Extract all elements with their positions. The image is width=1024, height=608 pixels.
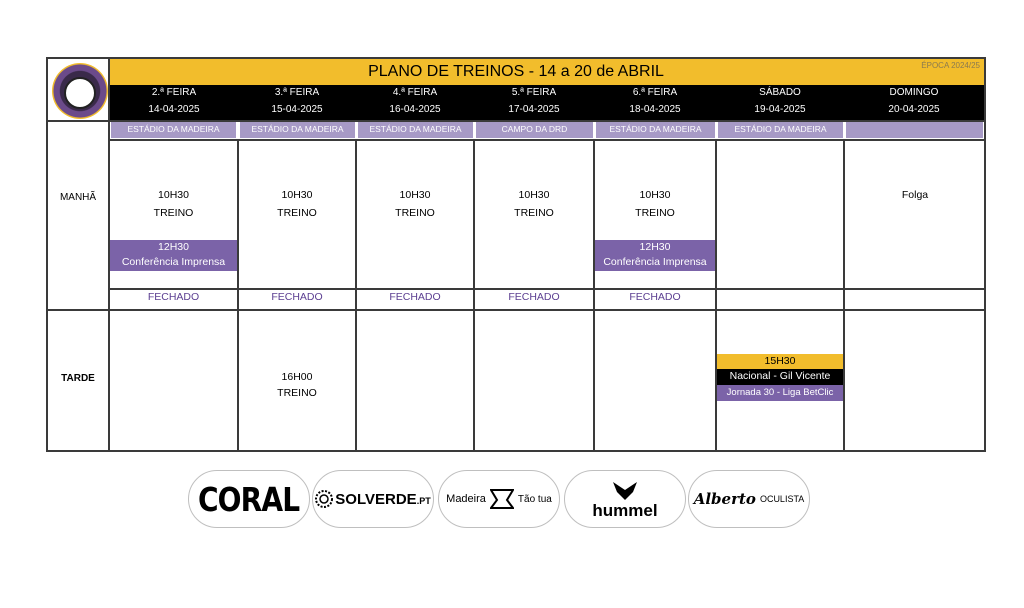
morning-activity-thu: TREINO xyxy=(514,207,554,219)
sponsor-coral[interactable] xyxy=(188,470,310,528)
grid-line-h-afternoon xyxy=(46,309,986,311)
venue-mon: ESTÁDIO DA MADEIRA xyxy=(111,121,236,138)
venue-tue: ESTÁDIO DA MADEIRA xyxy=(240,121,355,138)
press-label-mon: Conferência Imprensa xyxy=(121,256,226,268)
game-time: 15H30 xyxy=(717,354,843,369)
sponsor-alberto-suffix: OCULISTA xyxy=(759,494,805,504)
season-label: ÉPOCA 2024/25 xyxy=(921,61,980,70)
press-conference-mon xyxy=(110,240,237,271)
morning-time-thu: 10H30 xyxy=(518,189,550,201)
day-name-sat: SÁBADO xyxy=(759,87,801,98)
day-date-wed: 16-04-2025 xyxy=(389,104,441,115)
press-conference-fri xyxy=(595,240,715,271)
closed-mon: FECHADO xyxy=(147,291,200,303)
day-date-tue: 15-04-2025 xyxy=(271,104,323,115)
sponsor-hummel[interactable] xyxy=(564,470,686,528)
morning-time-wed: 10H30 xyxy=(399,189,431,201)
sponsor-solverde[interactable] xyxy=(312,470,434,528)
day-name-tue: 3.ª FEIRA xyxy=(274,87,320,98)
day-name-wed: 4.ª FEIRA xyxy=(392,87,438,98)
afternoon-activity-tue: TREINO xyxy=(277,387,317,399)
morning-activity-fri: TREINO xyxy=(635,207,675,219)
grid-line-v5 xyxy=(715,140,717,450)
club-crest-icon xyxy=(64,77,96,109)
day-name-mon: 2.ª FEIRA xyxy=(151,87,197,98)
morning-sunday-off: Folga xyxy=(901,189,929,201)
day-name-sun: DOMINGO xyxy=(889,87,939,98)
venue-fri: ESTÁDIO DA MADEIRA xyxy=(596,121,715,138)
madeira-mark-icon xyxy=(490,488,514,510)
morning-time-fri: 10H30 xyxy=(639,189,671,201)
morning-activity-mon: TREINO xyxy=(153,207,194,219)
grid-line-h-venue xyxy=(108,139,986,141)
morning-activity-tue: TREINO xyxy=(277,207,317,219)
period-morning-label: MANHÃ xyxy=(59,192,97,203)
day-date-sun: 20-04-2025 xyxy=(888,104,940,115)
venue-sat: ESTÁDIO DA MADEIRA xyxy=(718,121,843,138)
day-name-fri: 6.ª FEIRA xyxy=(632,87,678,98)
page-title: PLANO DE TREINOS - 14 a 20 de ABRIL xyxy=(368,63,664,80)
venue-sun xyxy=(846,121,983,138)
sponsor-coral-logo: CORAL xyxy=(198,479,300,519)
morning-time-tue: 10H30 xyxy=(281,189,313,201)
sponsor-alberto-logo: Alberto xyxy=(693,490,756,508)
day-date-mon: 14-04-2025 xyxy=(148,104,200,115)
grid-line-h-header xyxy=(46,120,986,122)
day-name-thu: 5.ª FEIRA xyxy=(511,87,557,98)
sponsor-madeira-logo: Madeira xyxy=(446,493,486,505)
day-date-sat: 19-04-2025 xyxy=(754,104,806,115)
hummel-bee-icon xyxy=(611,480,639,502)
afternoon-time-tue: 16H00 xyxy=(281,371,313,383)
venue-wed: ESTÁDIO DA MADEIRA xyxy=(358,121,473,138)
closed-tue: FECHADO xyxy=(271,291,323,303)
closed-fri: FECHADO xyxy=(629,291,681,303)
day-date-thu: 17-04-2025 xyxy=(508,104,560,115)
morning-time-mon: 10H30 xyxy=(158,189,189,201)
sponsor-madeira-tag: Tão tua xyxy=(517,493,552,505)
press-time-mon: 12H30 xyxy=(158,241,189,253)
press-time-fri: 12H30 xyxy=(639,241,671,253)
period-afternoon-label: TARDE xyxy=(61,373,95,384)
venue-thu: CAMPO DA DRD xyxy=(476,121,593,138)
grid-line-h-closed xyxy=(108,288,986,290)
sponsor-madeira[interactable] xyxy=(438,470,560,528)
closed-thu: FECHADO xyxy=(508,291,560,303)
sponsor-hummel-logo: hummel xyxy=(592,500,658,520)
solverde-sun-icon xyxy=(315,490,333,508)
sponsor-solverde-logo: SOLVERDE xyxy=(335,490,417,508)
sponsor-solverde-suffix: .PT xyxy=(416,496,431,506)
press-label-fri: Conferência Imprensa xyxy=(603,256,707,268)
game-match: Nacional - Gil Vicente xyxy=(717,369,843,385)
sponsor-alberto[interactable] xyxy=(688,470,810,528)
game-round: Jornada 30 - Liga BetClic xyxy=(717,385,843,401)
day-date-fri: 18-04-2025 xyxy=(629,104,681,115)
morning-activity-wed: TREINO xyxy=(395,207,435,219)
closed-wed: FECHADO xyxy=(389,291,441,303)
